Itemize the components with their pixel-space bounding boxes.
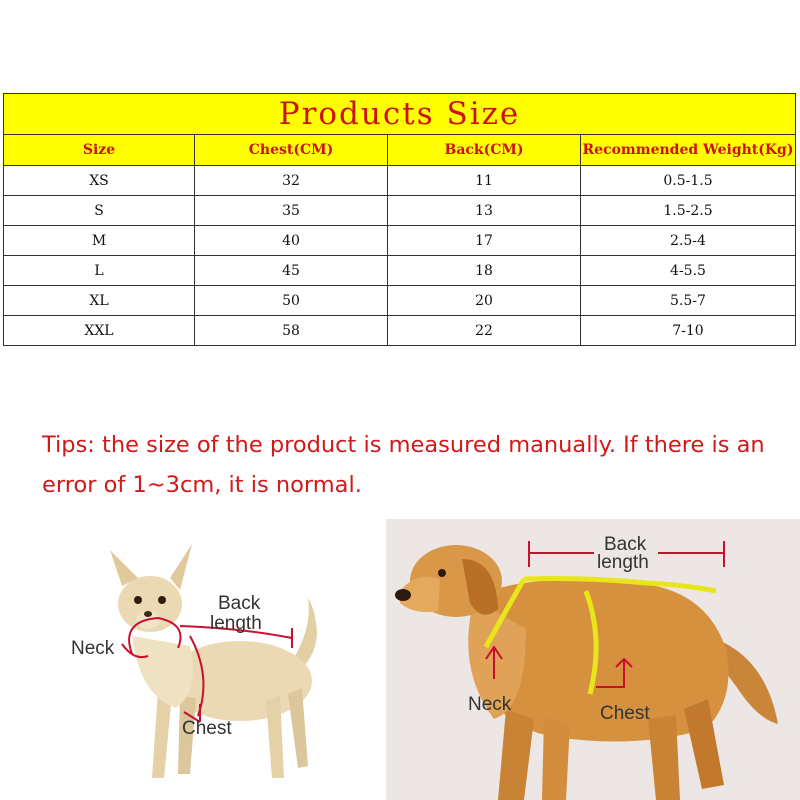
table-row <box>4 166 796 196</box>
cell-size: XL <box>4 286 195 316</box>
neck-label: Neck <box>71 638 115 659</box>
small-dog-illustration <box>40 516 380 800</box>
dog-nose <box>395 589 411 601</box>
dog-leg <box>498 709 534 800</box>
back-label-line2: length <box>597 552 649 573</box>
cell-chest: 50 <box>195 286 388 316</box>
cell-weight: 7-10 <box>581 316 796 346</box>
large-dog-photo <box>386 519 800 800</box>
dog-eye <box>134 596 142 604</box>
cell-chest: 58 <box>195 316 388 346</box>
back-label-line2: length <box>210 613 262 634</box>
dog-eye <box>158 596 166 604</box>
tips-text: Tips: the size of the product is measured manually. If there is an error of 1~3cm, it is normal. <box>42 432 765 498</box>
cell-size: L <box>4 256 195 286</box>
dog-leg <box>648 715 680 800</box>
dog-leg <box>542 717 570 800</box>
cell-back: 20 <box>388 286 581 316</box>
cell-size: S <box>4 196 195 226</box>
dog-nose <box>144 611 152 617</box>
table-row <box>4 226 796 256</box>
cell-weight: 5.5-7 <box>581 286 796 316</box>
table-title: Products Size <box>4 94 796 135</box>
cell-chest: 40 <box>195 226 388 256</box>
table-header-row <box>4 135 796 166</box>
cell-back: 17 <box>388 226 581 256</box>
cell-back: 18 <box>388 256 581 286</box>
dog-leg <box>288 688 308 768</box>
header-chest: Chest(CM) <box>195 135 388 166</box>
dog-eye <box>438 569 446 577</box>
table-title-row <box>4 94 796 135</box>
table-row <box>4 196 796 226</box>
size-table <box>3 93 796 346</box>
header-weight: Recommended Weight(Kg) <box>581 135 796 166</box>
cell-size: XXL <box>4 316 195 346</box>
cell-back: 13 <box>388 196 581 226</box>
cell-size: M <box>4 226 195 256</box>
table-row <box>4 316 796 346</box>
large-dog-illustration <box>386 519 800 800</box>
neck-label: Neck <box>468 694 512 715</box>
header-size: Size <box>4 135 195 166</box>
dog-ear <box>170 544 192 590</box>
cell-size: XS <box>4 166 195 196</box>
cell-chest: 35 <box>195 196 388 226</box>
cell-chest: 32 <box>195 166 388 196</box>
dog-tail <box>295 598 317 668</box>
cell-chest: 45 <box>195 256 388 286</box>
dog-chest <box>132 636 193 708</box>
chest-label: Chest <box>600 703 650 724</box>
chest-label: Chest <box>182 718 232 739</box>
cell-weight: 0.5-1.5 <box>581 166 796 196</box>
back-label-line1: Back <box>218 593 261 614</box>
table-row <box>4 256 796 286</box>
cell-weight: 4-5.5 <box>581 256 796 286</box>
header-back: Back(CM) <box>388 135 581 166</box>
cell-back: 11 <box>388 166 581 196</box>
small-dog-photo <box>40 516 380 800</box>
cell-back: 22 <box>388 316 581 346</box>
table-row <box>4 286 796 316</box>
cell-weight: 1.5-2.5 <box>581 196 796 226</box>
back-label-line1: Back <box>604 534 647 555</box>
cell-weight: 2.5-4 <box>581 226 796 256</box>
